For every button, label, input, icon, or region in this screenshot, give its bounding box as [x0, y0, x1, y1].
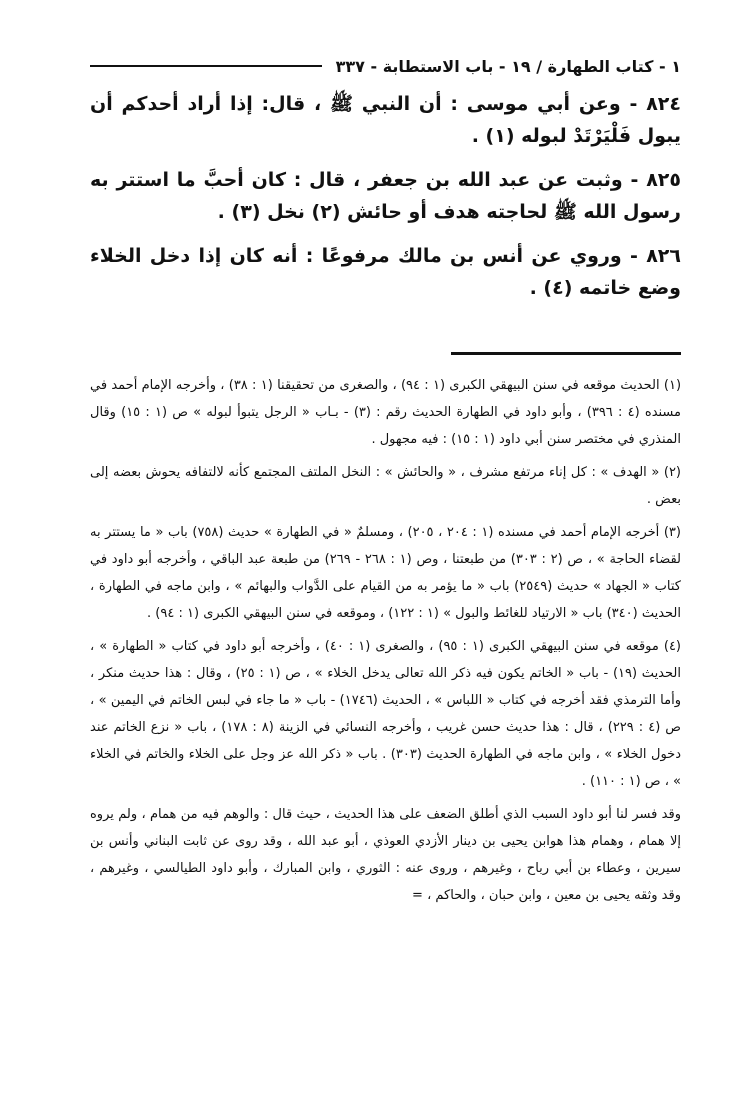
footnote-1: (١) الحديث موقعه في سنن البيهقي الكبرى (١ : ٩٤) ، والصغرى من تحقيقنا (١ : ٣٨) ، وأخرجه الإمام أحمد في مسنده (٤ : ٣٩٦) ، وأبو داود في الطهارة الحديث رقم : (٣) - بـاب « الرجل يتبوأ لبوله » ص (١ : ١٥) وقال المنذري في مختصر سنن أبي داود (١ : ١٥) : فيه مجهول . — [90, 378, 682, 447]
footnotes — [90, 372, 681, 909]
hadith-826: ٨٢٦ - وروي عن أنس بن مالك مرفوعًا : أنه كان إذا دخل الخلاء وضع خاتمه (٤) . — [90, 245, 681, 299]
footnote-separator — [451, 352, 681, 355]
footnote-2: (٢) « الهدف » : كل إناء مرتفع مشرف ، « والحائش » : النخل الملتف المجتمع كأنه لالتفافه يحوش بعضه إلى بعض . — [90, 465, 681, 507]
hadith-text — [90, 88, 681, 316]
hadith-824: ٨٢٤ - وعن أبي موسى : أن النبي ﷺ ، قال: إذا أراد أحدكم أن يبول فَلْيَرْتَدْ لبوله (١) . — [90, 93, 681, 147]
header-rule — [90, 65, 322, 67]
running-header — [90, 52, 681, 80]
hadith-825: ٨٢٥ - وثبت عن عبد الله بن جعفر ، قال : كان أحبَّ ما استتر به رسول الله ﷺ لحاجته هدف أو حائش (٢) نخل (٣) . — [90, 169, 681, 223]
footnote-commentary: وقد فسر لنا أبو داود السبب الذي أطلق الضعف على هذا الحديث ، حيث قال : والوهم فيه من همام ، ولم يروه إلا همام ، وهمام هذا هوابن يحيى بن دينار الأزدي العوذي ، أبو عبد الله ، وقد روى عن ثابت البناني وأنس بن سيرين ، وعطاء بن أبي رباح ، وغيرهم ، وروى عنه : الثوري ، وابن المبارك ، وأبو داود الطيالسي ، وغيرهم ، وقد وثقه يحيى بن معين ، وابن حبان ، والحاكم ، = — [90, 807, 681, 903]
footnote-3: (٣) أخرجه الإمام أحمد في مسنده (١ : ٢٠٤ ، ٢٠٥) ، ومسلمٌ « في الطهارة » حديث (٧٥٨) باب « ما يستتر به لقضاء الحاجة » ، ص (٢ : ٣٠٣) من طبعتنا ، وص (١ : ٢٦٨ - ٢٦٩) من طبعة عبد الباقي ، وأخرجه أبو داود في كتاب « الجهاد » حديث (٢٥٤٩) باب « ما يؤمر به من القيام على الدَّواب والبهائم » ، وابن ماجه في الطهارة ، الحديث (٣٤٠) باب « الارتياد للغائط والبول » (١ : ١٢٢) ، وموقعه في سنن البيهقي الكبرى (١ : ٩٤) . — [90, 525, 682, 621]
footnote-4: (٤) موقعه في سنن البيهقي الكبرى (١ : ٩٥) ، والصغرى (١ : ٤٠) ، وأخرجه أبو داود في كتاب « الطهارة » ، الحديث (١٩) - باب « الخاتم يكون فيه ذكر الله تعالى يدخل الخلاء » ، ص (١ : ٢٥) ، وقال : هذا حديث منكر ، وأما الترمذي فقد أخرجه في كتاب « اللباس » ، الحديث (١٧٤٦) - باب « ما جاء في لبس الخاتم في اليمين » ، ص (٤ : ٢٢٩) ، قال : هذا حديث حسن غريب ، وأخرجه النسائي في الزينة (٨ : ١٧٨) ، باب « نزع الخاتم عند دخول الخلاء » ، وابن ماجه في الطهارة الحديث (٣٠٣) . باب « ذكر الله عز وجل على الخلاء والخاتم في الخلاء » ، ص (١ : ١١٠) . — [90, 639, 681, 789]
header-title: ١ - كتاب الطهارة / ١٩ - باب الاستطابة - ٣٣٧ — [335, 56, 681, 76]
